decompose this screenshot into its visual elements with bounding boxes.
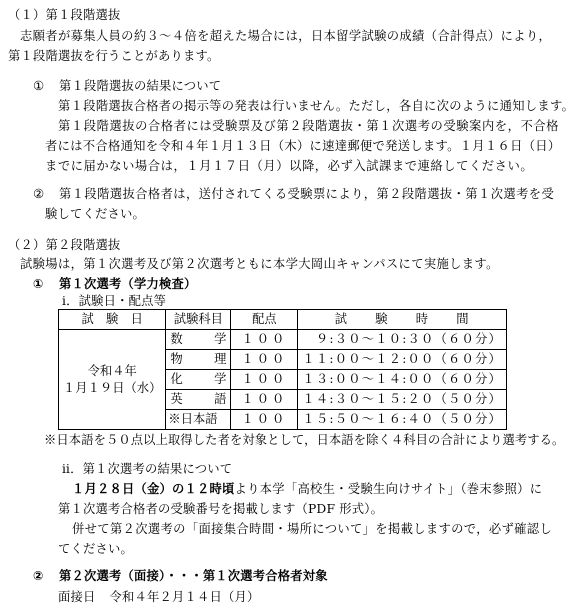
section-1-paragraph-line1: 志願者が募集人員の約３～４倍を超えた場合には，日本留学試験の成績（合計得点）により，: [20, 29, 552, 43]
subject-cell: [166, 350, 231, 370]
item-1-1-line1: 第１段階選抜合格者の掲示等の発表は行いません。ただし，各自に次のように通知します。: [58, 99, 575, 113]
header-score: 配点: [231, 310, 298, 330]
results-line1: [72, 483, 542, 495]
time-cell: ９:３０～１０:３０（６０分）: [298, 330, 507, 350]
subject-cell: [166, 390, 231, 410]
subject-cell: ※日本語: [166, 410, 231, 430]
results-line4: てください。: [58, 542, 133, 556]
results-date-bold: １月２８日（金）の１２時頃: [72, 482, 235, 496]
score-cell: １００: [231, 370, 298, 390]
subject-char: 物: [170, 352, 183, 367]
circled-number-1: ①: [33, 79, 45, 93]
time-cell: １３:００～１４:００（６０分）: [298, 370, 507, 390]
subject-char: 理: [214, 352, 227, 367]
exam-schedule-table: [58, 309, 507, 430]
score-cell: １００: [231, 350, 298, 370]
subsection-ii-heading: ⅱ．第１次選考の結果について: [62, 462, 233, 476]
score-cell: １００: [231, 330, 298, 350]
score-cell: １００: [231, 410, 298, 430]
table-header-row: [59, 310, 507, 330]
first-selection-title: [33, 278, 196, 290]
exam-date-line1: 令和４年: [87, 364, 137, 379]
item-1-1-line2: 第１段階選抜の合格者には受験票及び第２段階選抜・第１次選考の受験案内を，不合格: [58, 119, 560, 133]
time-cell: １１:００～１２:００（６０分）: [298, 350, 507, 370]
item-1-1-line4: までに届かない場合は，１月１７日（月）以降，必ず入試課まで連絡してください。: [45, 159, 534, 173]
second-selection-title: [33, 570, 328, 582]
section-1-paragraph-line2: 第１段階選抜を行うことがあります。: [8, 49, 220, 63]
header-subject: 試験科目: [166, 310, 231, 330]
score-cell: １００: [231, 390, 298, 410]
circled-number-2: ②: [33, 187, 45, 201]
time-cell: １４:３０～１５:２０（５０分）: [298, 390, 507, 410]
japanese-note: ※日本語を５０点以上取得した者を対象として，日本語を除く４科目の合計により選考する。: [44, 433, 565, 447]
subject-cell: [166, 330, 231, 350]
item-1-2: [33, 188, 554, 200]
subject-char: 学: [214, 332, 227, 347]
table-row: [59, 330, 507, 350]
first-selection-title-text: 第１次選考（学力検査）: [59, 277, 197, 291]
results-line1-rest: より本学「高校生・受験生向けサイト」（巻末参照）に: [234, 482, 543, 496]
item-1-2-line2: 験してください。: [45, 207, 145, 221]
exam-date-line2: １月１９日（水）: [63, 380, 162, 395]
item-1-1-title-text: 第１段階選抜の結果について: [59, 79, 222, 93]
subject-char: 化: [170, 372, 183, 387]
subject-char: 学: [214, 372, 227, 387]
second-selection-title-text: 第２次選考（面接）・・・第１次選考合格者対象: [59, 569, 328, 583]
subject-char: 英: [170, 392, 183, 407]
time-cell: １５:５０～１６:４０（５０分）: [298, 410, 507, 430]
subject-char: 語: [214, 392, 227, 407]
interview-date-value: 令和４年２月１４日（月）: [109, 590, 260, 604]
item-1-1-line3: 者には不合格通知を令和４年１月１３日（木）に速達郵便で発送します。１月１６日（日）: [45, 139, 561, 153]
subsection-i-heading: ⅰ．試験日・配点等: [62, 294, 167, 308]
item-1-1-title: [33, 80, 221, 92]
subject-cell: [166, 370, 231, 390]
item-1-2-line1: 第１段階選抜合格者は，送付されてくる受験票により，第２段階選抜・第１次選考を受: [59, 187, 555, 201]
header-exam-date: 試 験 日: [59, 310, 166, 330]
subject-char: 数: [170, 332, 183, 347]
exam-date-cell: [59, 330, 166, 430]
header-time: 試 験 時 間: [298, 310, 507, 330]
circled-number-2-bold: ②: [33, 569, 44, 583]
results-line3: 併せて第２次選考の「面接集合時間・場所について」を掲載しますので，必ず確認し: [72, 522, 553, 536]
section-2-paragraph: 試験場は，第１次選考及び第２次選考ともに本学大岡山キャンパスにて実施します。: [20, 257, 499, 271]
circled-number-1-bold: ①: [33, 277, 44, 291]
section-2-heading: （２）第２段階選抜: [8, 238, 121, 252]
section-1-heading: （１）第１段階選抜: [8, 8, 121, 22]
interview-date: [58, 591, 259, 603]
interview-date-label: 面接日: [58, 590, 96, 604]
results-line2: 第１次選考合格者の受験番号を掲載します（PDF 形式）。: [58, 502, 384, 516]
